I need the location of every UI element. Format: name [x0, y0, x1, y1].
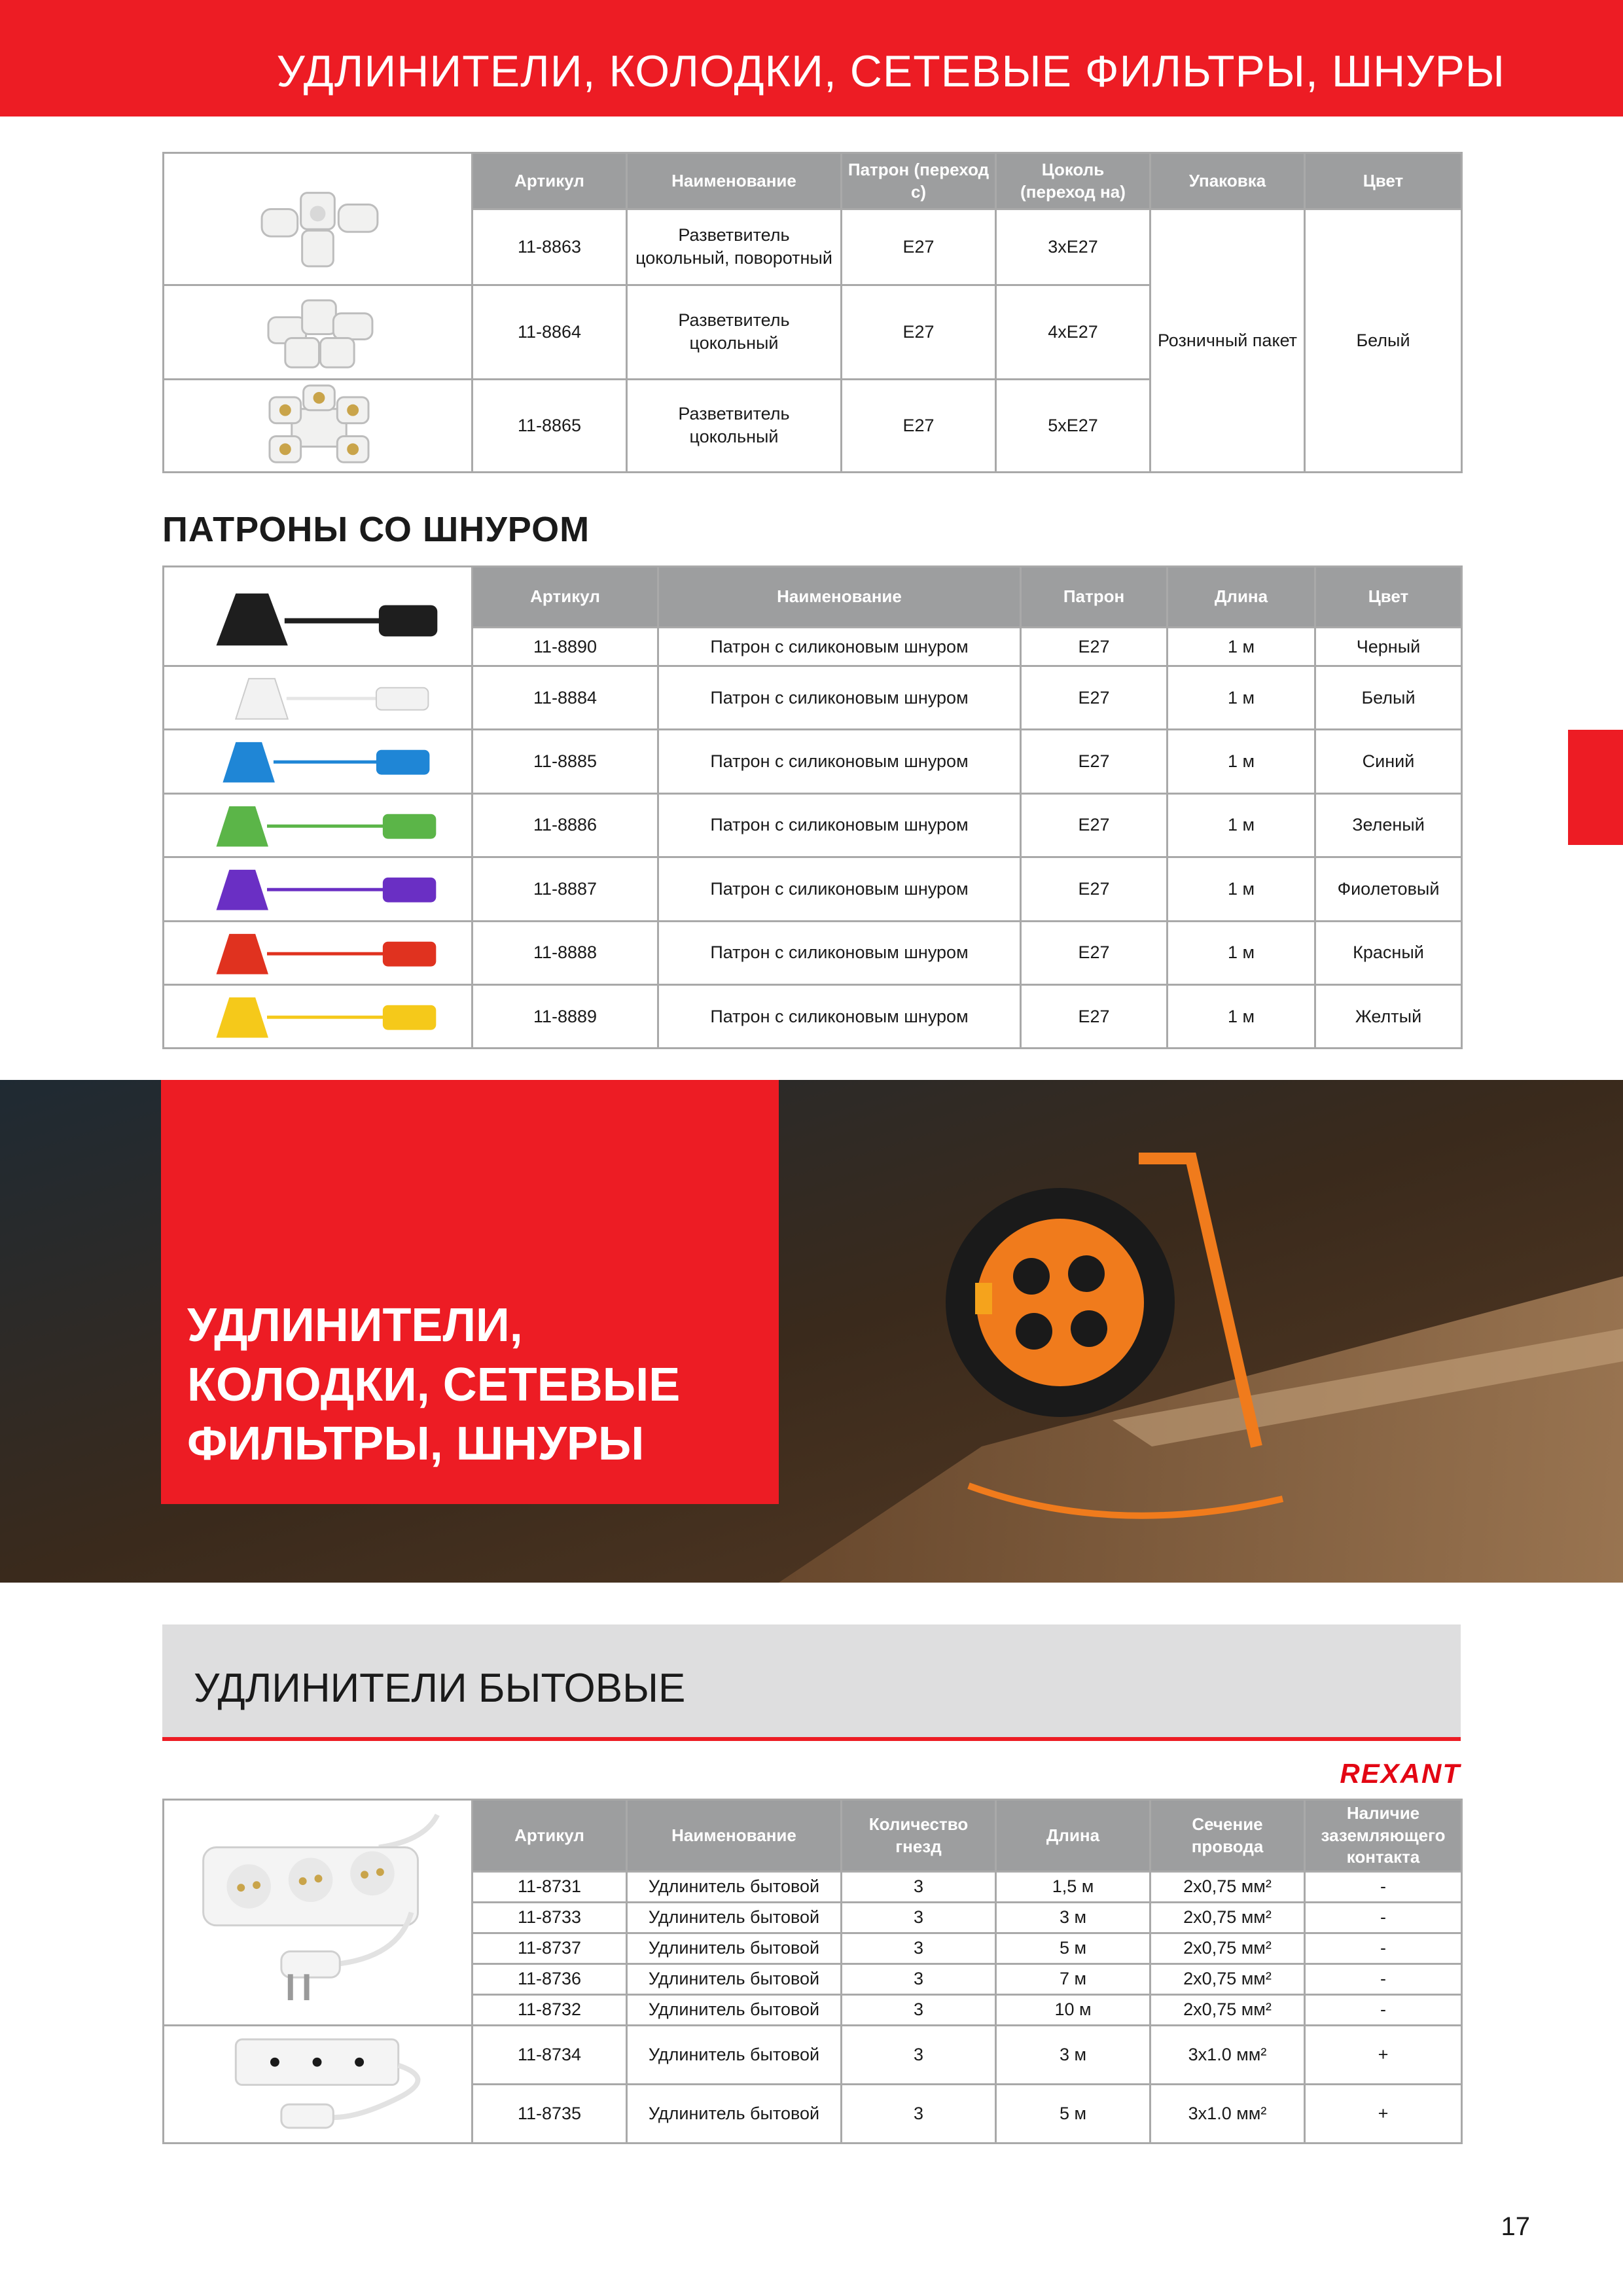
cell-patron: E27	[1021, 666, 1168, 730]
splitter-3-icon	[164, 154, 471, 284]
cell-qty: 3	[842, 1933, 996, 1964]
cell-name: Удлинитель бытовой	[627, 2084, 842, 2143]
cell-color: Черный	[1315, 628, 1462, 666]
splitter-table	[162, 152, 1463, 473]
cell-section: 2x0,75 мм²	[1150, 1933, 1305, 1964]
page-number: 17	[1501, 2212, 1530, 2241]
cell-name: Патрон с силиконовым шнуром	[658, 666, 1021, 730]
cell-qty: 3	[842, 1995, 996, 2026]
cell-name: Патрон с силиконовым шнуром	[658, 628, 1021, 666]
th-section: Сечение провода	[1150, 1800, 1305, 1872]
splitter-3-image	[164, 153, 473, 285]
cell-length: 3 м	[996, 1903, 1150, 1933]
cell-art: 11-8885	[473, 730, 658, 793]
cell-name: Удлинитель бытовой	[627, 1872, 842, 1903]
banner-line: КОЛОДКИ, СЕТЕВЫЕ	[187, 1358, 681, 1411]
th-art: Артикул	[473, 1800, 627, 1872]
banner-title-box	[161, 1080, 779, 1504]
cell-name: Удлинитель бытовой	[627, 1995, 842, 2026]
socket-violet-image	[164, 857, 473, 921]
cell-color: Фиолетовый	[1315, 857, 1462, 921]
cell-length: 3 м	[996, 2026, 1150, 2085]
cell-art: 11-8863	[473, 209, 627, 285]
cell-length: 1 м	[1168, 793, 1315, 857]
cell-length: 5 м	[996, 2084, 1150, 2143]
socket-green-image	[164, 793, 473, 857]
cell-section: 2x0,75 мм²	[1150, 1903, 1305, 1933]
cell-patron: E27	[1021, 730, 1168, 793]
th-patron: Патрон (переход с)	[842, 153, 996, 209]
cell-length: 1 м	[1168, 730, 1315, 793]
th-color: Цвет	[1315, 567, 1462, 628]
cell-color: Зеленый	[1315, 793, 1462, 857]
cell-art: 11-8734	[473, 2026, 627, 2085]
cell-color: Красный	[1315, 921, 1462, 984]
cell-art: 11-8732	[473, 1995, 627, 2026]
splitter-5-icon	[164, 380, 471, 471]
cell-length: 1 м	[1168, 984, 1315, 1048]
th-name: Наименование	[627, 1800, 842, 1872]
cell-art: 11-8733	[473, 1903, 627, 1933]
cell-length: 1 м	[1168, 857, 1315, 921]
cell-section: 2x0,75 мм²	[1150, 1995, 1305, 2026]
th-art: Артикул	[473, 567, 658, 628]
cell-qty: 3	[842, 2026, 996, 2085]
cell-art: 11-8731	[473, 1872, 627, 1903]
cell-length: 7 м	[996, 1964, 1150, 1995]
cell-patron: E27	[842, 209, 996, 285]
extension-cord-icon	[164, 2026, 471, 2142]
brand-logo: REXANT	[1340, 1758, 1461, 1789]
socket-cord-icon	[164, 986, 471, 1047]
th-qty: Количество гнезд	[842, 1800, 996, 1872]
cell-color: Желтый	[1315, 984, 1462, 1048]
cell-art: 11-8864	[473, 285, 627, 379]
socket-cord-icon	[164, 667, 471, 728]
cell-cokol: 4xE27	[996, 285, 1150, 379]
cell-ground: -	[1305, 1903, 1462, 1933]
cell-section: 2x0,75 мм²	[1150, 1964, 1305, 1995]
cell-name: Удлинитель бытовой	[627, 1933, 842, 1964]
th-patron: Патрон	[1021, 567, 1168, 628]
cell-ground: -	[1305, 1933, 1462, 1964]
cell-section: 2x0,75 мм²	[1150, 1872, 1305, 1903]
cell-patron: E27	[1021, 857, 1168, 921]
cell-name: Удлинитель бытовой	[627, 1903, 842, 1933]
socket-cord-icon	[164, 795, 471, 856]
th-length: Длина	[996, 1800, 1150, 1872]
cell-art: 11-8887	[473, 857, 658, 921]
cell-length: 1 м	[1168, 666, 1315, 730]
cell-ground: -	[1305, 1964, 1462, 1995]
banner-line: ФИЛЬТРЫ, ШНУРЫ	[187, 1418, 645, 1471]
cell-pack: Розничный пакет	[1150, 209, 1305, 473]
cell-section: 3x1.0 мм²	[1150, 2026, 1305, 2085]
cell-color: Белый	[1305, 209, 1462, 473]
cell-name: Патрон с силиконовым шнуром	[658, 857, 1021, 921]
cell-art: 11-8735	[473, 2084, 627, 2143]
banner-line: УДЛИНИТЕЛИ,	[187, 1299, 523, 1352]
socket-red-image	[164, 921, 473, 984]
cell-name: Патрон с силиконовым шнуром	[658, 921, 1021, 984]
cell-ground: +	[1305, 2026, 1462, 2085]
cell-name: Разветвитель цокольный	[627, 379, 842, 472]
th-length: Длина	[1168, 567, 1315, 628]
th-name: Наименование	[627, 153, 842, 209]
socket-cord-icon	[164, 922, 471, 984]
cell-qty: 3	[842, 2084, 996, 2143]
socket-yellow-image	[164, 984, 473, 1048]
page-title: УДЛИНИТЕЛИ, КОЛОДКИ, СЕТЕВЫЕ ФИЛЬТРЫ, ШНУРЫ	[276, 46, 1505, 96]
cell-art: 11-8737	[473, 1933, 627, 1964]
socket-white-image	[164, 666, 473, 730]
extension-cord-icon	[164, 1802, 471, 2023]
cell-patron: E27	[1021, 921, 1168, 984]
cell-length: 1,5 м	[996, 1872, 1150, 1903]
cell-qty: 3	[842, 1903, 996, 1933]
subsection-title: УДЛИНИТЕЛИ БЫТОВЫЕ	[194, 1666, 686, 1711]
cell-name: Патрон с силиконовым шнуром	[658, 730, 1021, 793]
extension-grounded-image	[164, 2026, 473, 2144]
cell-art: 11-8865	[473, 379, 627, 472]
cell-name: Удлинитель бытовой	[627, 2026, 842, 2085]
socket-cord-icon	[164, 858, 471, 920]
socket-cord-icon	[164, 567, 471, 665]
cell-name: Патрон с силиконовым шнуром	[658, 984, 1021, 1048]
cell-art: 11-8884	[473, 666, 658, 730]
cell-patron: E27	[1021, 984, 1168, 1048]
cell-art: 11-8890	[473, 628, 658, 666]
cell-color: Синий	[1315, 730, 1462, 793]
socket-black-image	[164, 567, 473, 666]
socket-cord-icon	[164, 730, 471, 792]
th-ground: Наличие заземляющего контакта	[1305, 1800, 1462, 1872]
cell-patron: E27	[1021, 793, 1168, 857]
cell-length: 1 м	[1168, 921, 1315, 984]
cell-name: Разветвитель цокольный	[627, 285, 842, 379]
splitter-5-image	[164, 379, 473, 472]
th-pack: Упаковка	[1150, 153, 1305, 209]
cell-qty: 3	[842, 1964, 996, 1995]
cell-section: 3x1.0 мм²	[1150, 2084, 1305, 2143]
th-art: Артикул	[473, 153, 627, 209]
th-color: Цвет	[1305, 153, 1462, 209]
cell-name: Патрон с силиконовым шнуром	[658, 793, 1021, 857]
cell-length: 10 м	[996, 1995, 1150, 2026]
section-heading-sockets: ПАТРОНЫ СО ШНУРОМ	[162, 510, 590, 549]
cell-length: 1 м	[1168, 628, 1315, 666]
cell-patron: E27	[842, 285, 996, 379]
cell-patron: E27	[1021, 628, 1168, 666]
cell-color: Белый	[1315, 666, 1462, 730]
cell-ground: -	[1305, 1995, 1462, 2026]
cell-patron: E27	[842, 379, 996, 472]
cell-ground: -	[1305, 1872, 1462, 1903]
cell-cokol: 3xE27	[996, 209, 1150, 285]
cell-art: 11-8736	[473, 1964, 627, 1995]
splitter-4-icon	[164, 286, 471, 378]
section-banner	[0, 1080, 1623, 1583]
socket-blue-image	[164, 730, 473, 793]
socket-cord-table	[162, 565, 1463, 1049]
cell-cokol: 5xE27	[996, 379, 1150, 472]
cell-art: 11-8889	[473, 984, 658, 1048]
cell-length: 5 м	[996, 1933, 1150, 1964]
extension-table	[162, 1799, 1463, 2144]
splitter-4-image	[164, 285, 473, 379]
cell-art: 11-8886	[473, 793, 658, 857]
cell-ground: +	[1305, 2084, 1462, 2143]
subsection-header	[162, 1624, 1461, 1741]
cell-qty: 3	[842, 1872, 996, 1903]
cell-name: Удлинитель бытовой	[627, 1964, 842, 1995]
extension-white-image	[164, 1800, 473, 2026]
cell-name: Разветвитель цокольный, поворотный	[627, 209, 842, 285]
th-cokol: Цоколь (переход на)	[996, 153, 1150, 209]
banner-title	[187, 1296, 680, 1474]
section-tab	[1568, 730, 1623, 845]
cell-art: 11-8888	[473, 921, 658, 984]
th-name: Наименование	[658, 567, 1021, 628]
